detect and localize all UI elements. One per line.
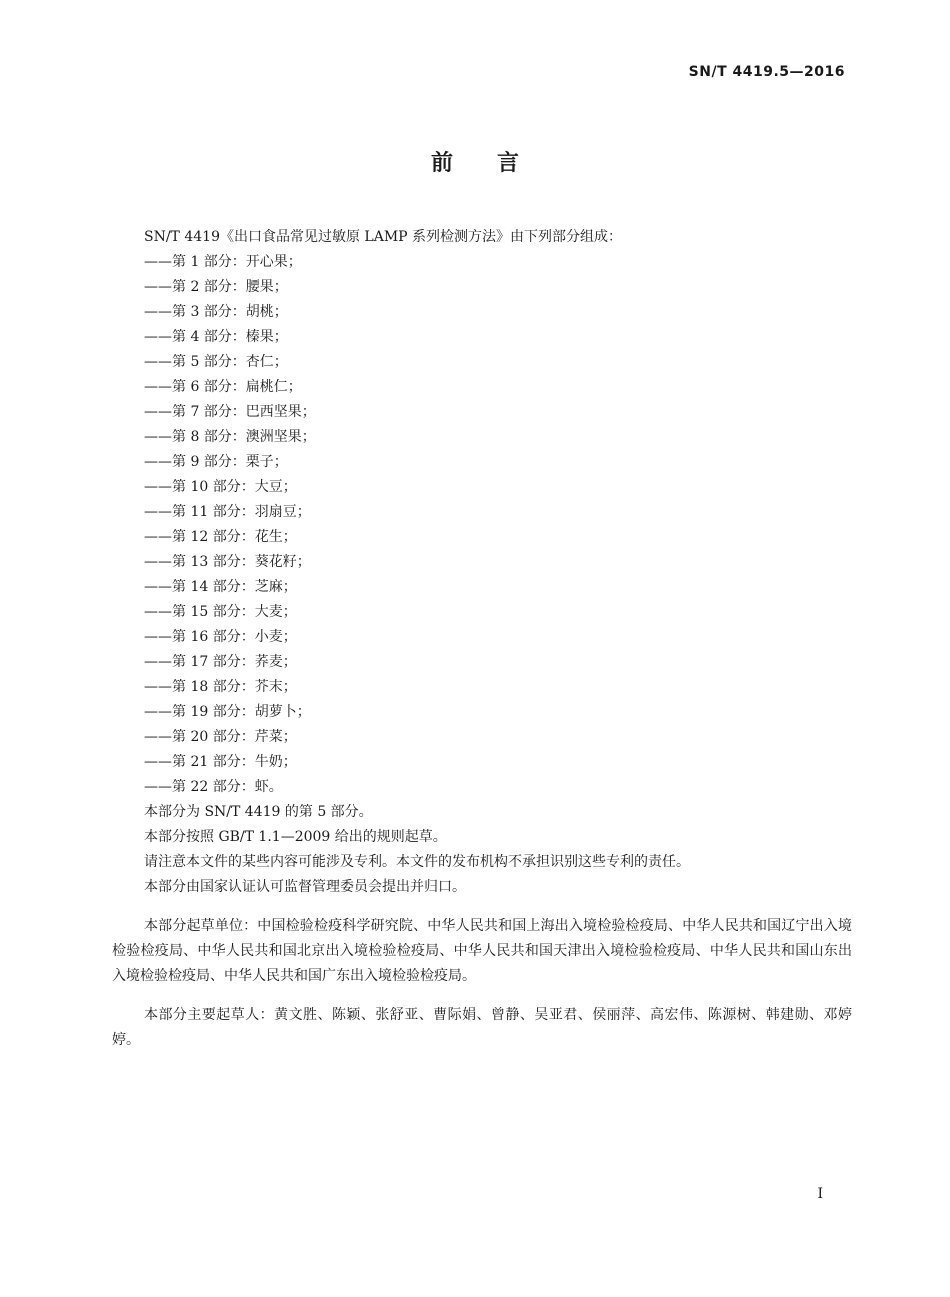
standard-number: SN/T 4419.5—2016	[688, 64, 845, 80]
part-list-item: ——第 11 部分：羽扇豆；	[144, 504, 311, 520]
proposer-statement: 本部分由国家认证认可监督管理委员会提出并归口。	[144, 879, 466, 895]
parts-list	[112, 250, 852, 800]
part-list-item: ——第 21 部分：牛奶；	[144, 754, 297, 770]
part-list-item: ——第 14 部分：芝麻；	[144, 579, 297, 595]
part-of-statement: 本部分为 SN/T 4419 的第 5 部分。	[144, 804, 373, 820]
part-list-item: ——第 4 部分：榛果；	[144, 329, 288, 345]
part-list-item: ——第 18 部分：芥末；	[144, 679, 297, 695]
part-list-item: ——第 1 部分：开心果；	[144, 254, 302, 270]
part-list-item: ——第 6 部分：扁桃仁；	[144, 379, 302, 395]
part-list-item: ——第 5 部分：杏仁；	[144, 354, 288, 370]
part-list-item: ——第 13 部分：葵花籽；	[144, 554, 311, 570]
drafting-units: 本部分起草单位：中国检验检疫科学研究院、中华人民共和国上海出入境检验检疫局、中华人民共和国辽宁出入境检验检疫局、中华人民共和国北京出入境检验检疫局、中华人民共和国天津出入境检验检疫局、中华人民共和国山东出入境检验检疫局、中华人民共和国广东出入境检验检疫局。	[112, 918, 852, 984]
page-number: I	[817, 1186, 823, 1202]
part-list-item: ——第 8 部分：澳洲坚果；	[144, 429, 316, 445]
document-body	[112, 225, 852, 1067]
part-list-item: ——第 7 部分：巴西坚果；	[144, 404, 316, 420]
part-list-item: ——第 3 部分：胡桃；	[144, 304, 288, 320]
part-list-item: ——第 17 部分：荞麦；	[144, 654, 297, 670]
part-list-item: ——第 22 部分：虾。	[144, 779, 283, 795]
part-list-item: ——第 9 部分：栗子；	[144, 454, 288, 470]
drafters: 本部分主要起草人：黄文胜、陈颖、张舒亚、曹际娟、曾静、吴亚君、侯丽萍、高宏伟、陈源树、韩建勋、邓婷婷。	[112, 1007, 852, 1048]
page-title: 前 言	[430, 151, 519, 176]
part-list-item: ——第 2 部分：腰果；	[144, 279, 288, 295]
part-list-item: ——第 15 部分：大麦；	[144, 604, 297, 620]
part-list-item: ——第 16 部分：小麦；	[144, 629, 297, 645]
part-list-item: ——第 12 部分：花生；	[144, 529, 297, 545]
part-list-item: ——第 19 部分：胡萝卜；	[144, 704, 311, 720]
part-list-item: ——第 10 部分：大豆；	[144, 479, 297, 495]
part-list-item: ——第 20 部分：芹菜；	[144, 729, 297, 745]
drafting-rules-statement: 本部分按照 GB/T 1.1—2009 给出的规则起草。	[144, 829, 447, 845]
patent-notice: 请注意本文件的某些内容可能涉及专利。本文件的发布机构不承担识别这些专利的责任。	[144, 854, 690, 870]
intro-line: SN/T 4419《出口食品常见过敏原 LAMP 系列检测方法》由下列部分组成：	[144, 229, 623, 245]
